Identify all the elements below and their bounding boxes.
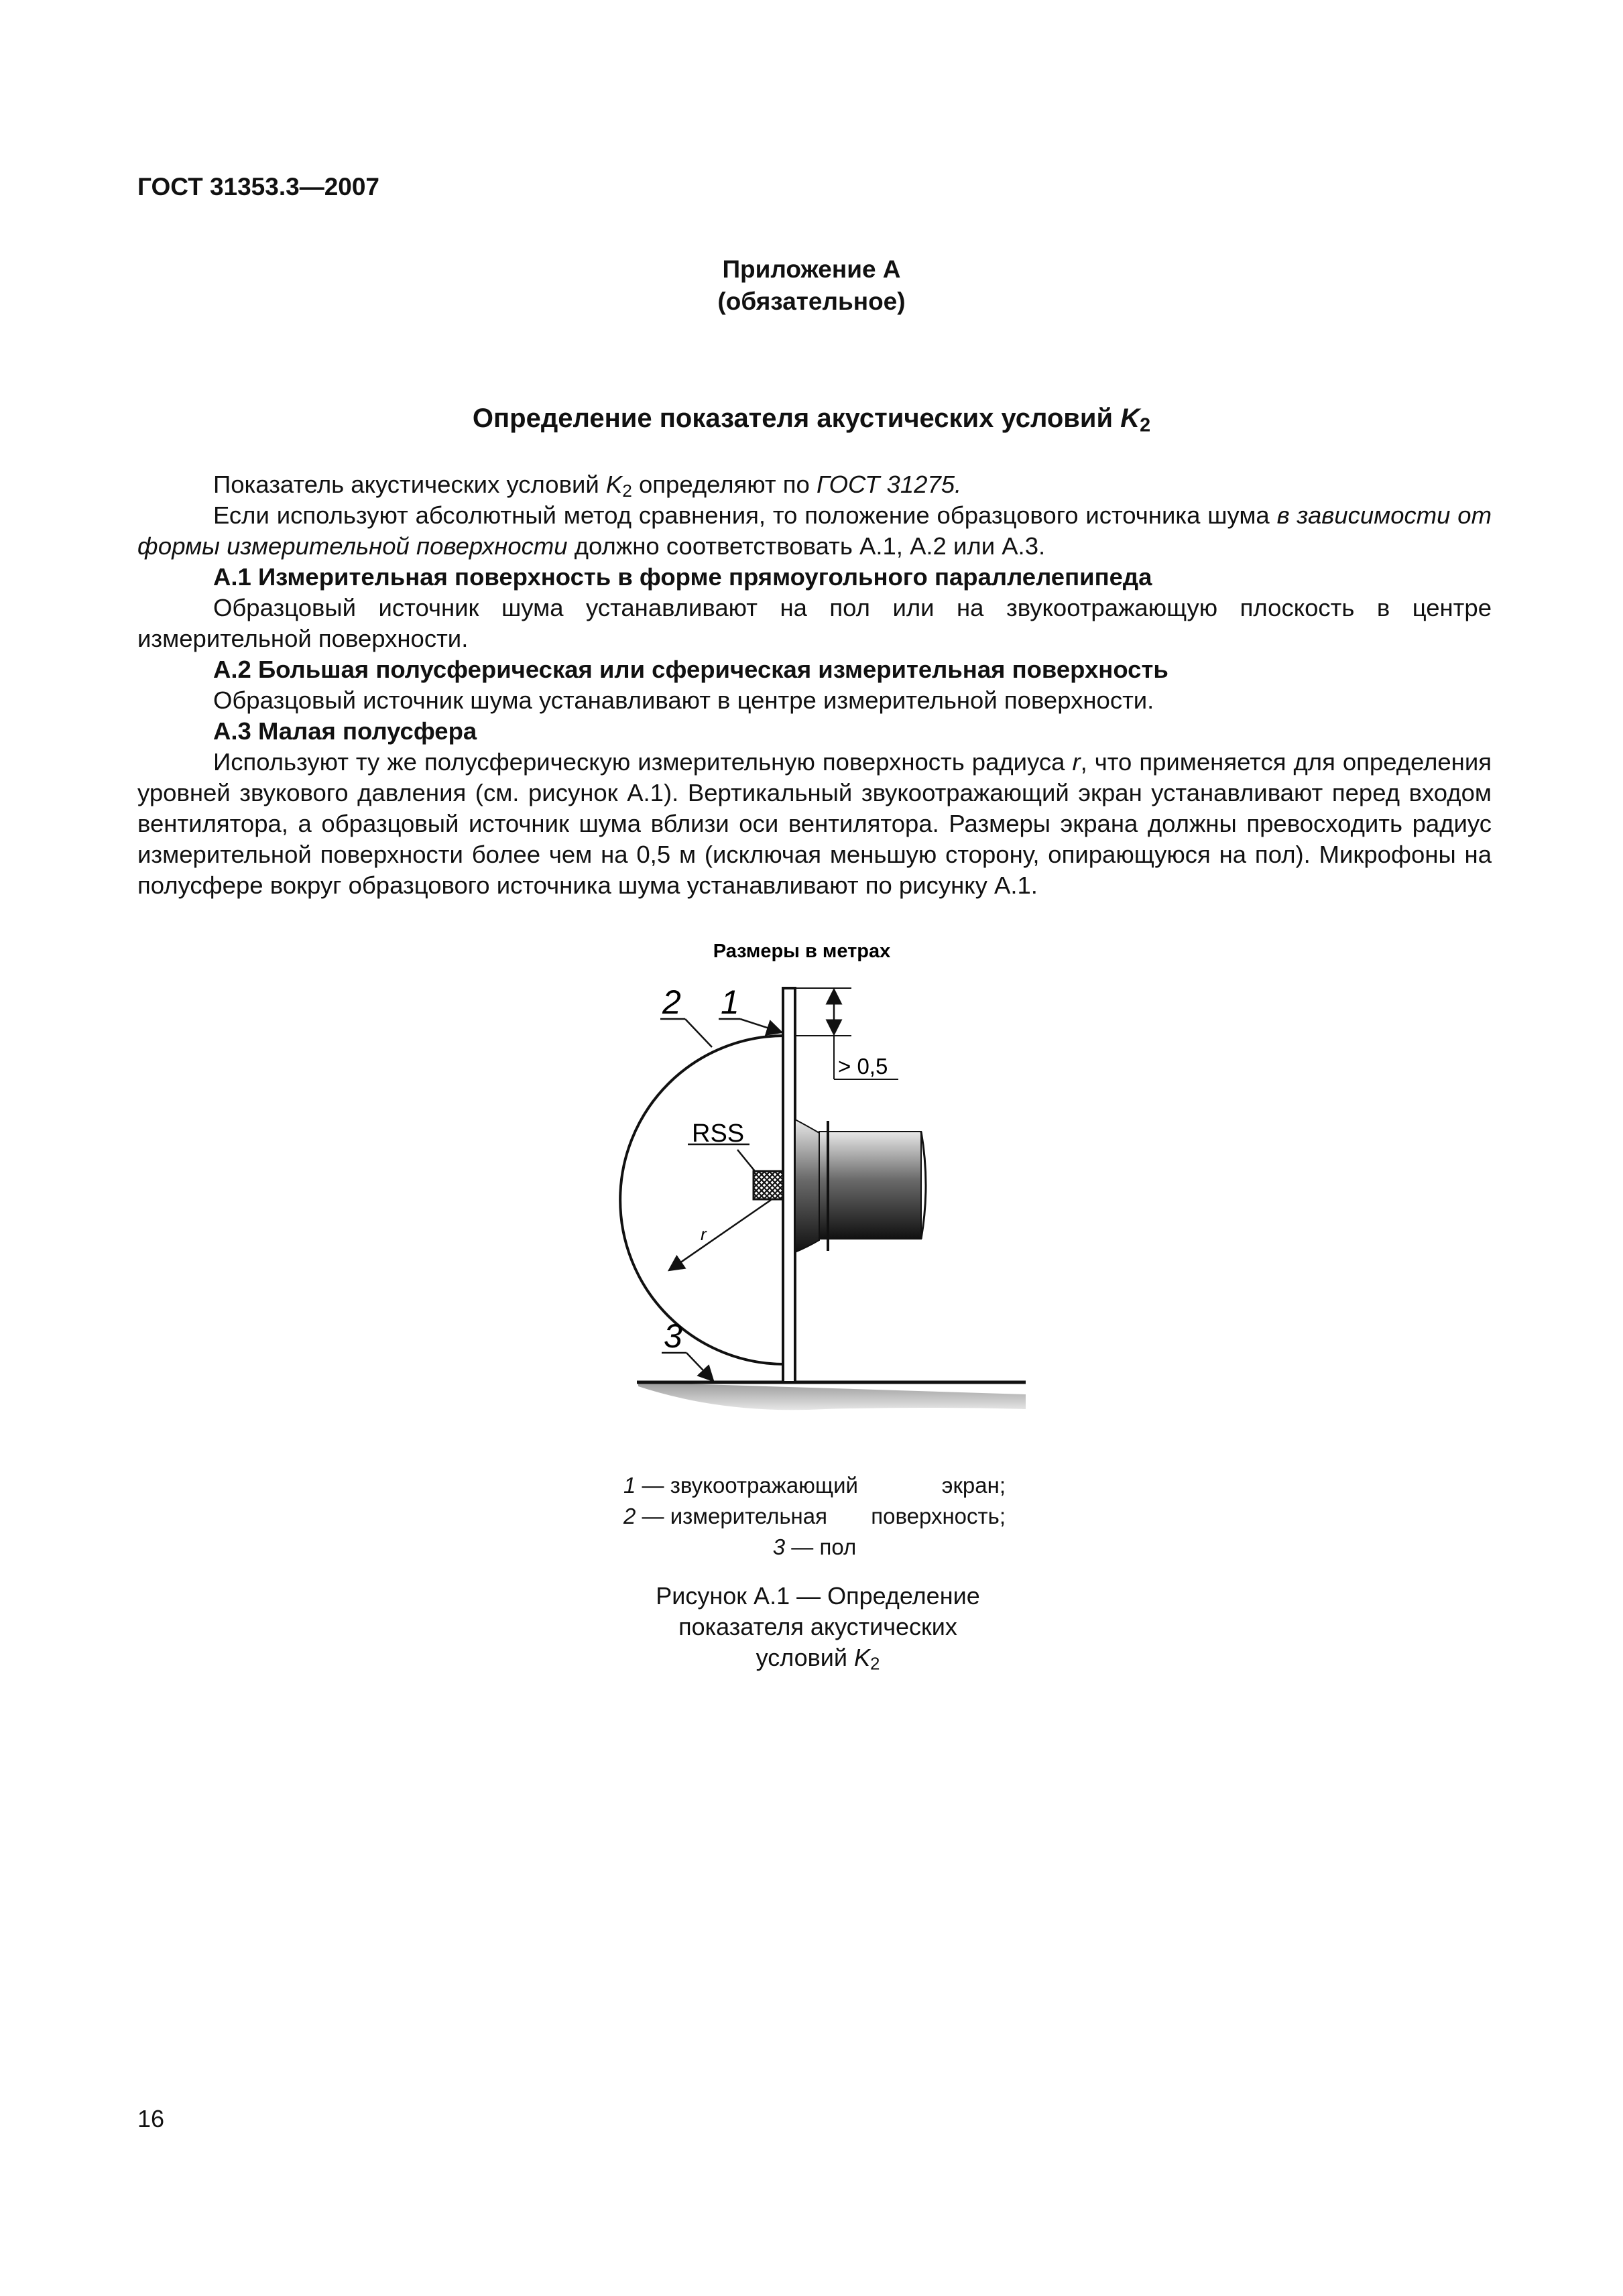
subsection-a2-text: Образцовый источник шума устанавливают в центре измерительной поверхности. (213, 686, 1154, 714)
a3-text: Используют ту же полусферическую измерительную поверхность радиуса (213, 748, 1073, 776)
caption-line-3-text: условий (756, 1644, 854, 1671)
legend-text-3: — пол (785, 1534, 857, 1559)
legend-text-1: — звукоотражающий (636, 1473, 858, 1498)
legend-item-2 (623, 1501, 1006, 1532)
floor-hatch (638, 1382, 1026, 1410)
section-title (0, 404, 1623, 434)
legend-item-2-text (623, 1501, 827, 1532)
figure-legend (623, 1470, 1006, 1563)
subsection-a2-heading: А.2 Большая полусферическая или сферическая измерительная поверхность (213, 656, 1168, 683)
appendix-heading (0, 253, 1623, 318)
legend-text-1b: экран; (941, 1473, 1006, 1498)
legend-item-1 (623, 1470, 1006, 1501)
callout-1-label: 1 (721, 983, 739, 1021)
legend-item-3-text (773, 1532, 856, 1563)
p2-text-b: должно соответствовать А.1, А.2 или А.3. (567, 532, 1046, 560)
legend-item-3 (623, 1532, 1006, 1563)
reflecting-screen (783, 988, 795, 1382)
subsection-a1-text: Образцовый источник шума устанавливают на пол или на звукоотражающую плоскость в центре измерительной поверхности. (137, 594, 1492, 652)
section-k-subscript: 2 (1140, 414, 1151, 436)
legend-text-2: — измерительная (636, 1504, 827, 1528)
reference-sound-source (754, 1171, 783, 1199)
radius-arrow (669, 1200, 771, 1270)
legend-item-1-text (623, 1470, 858, 1501)
callout-2-leader (685, 1019, 712, 1047)
p1-k-symbol: K (605, 471, 623, 498)
paragraph-absolute-method (137, 500, 1492, 562)
p1-text: Показатель акустических условий (213, 471, 606, 498)
radius-label: r (701, 1224, 707, 1244)
fan-inlet-flange (795, 1120, 819, 1252)
fan-duct (819, 1132, 921, 1239)
units-note: Размеры в метрах (713, 941, 891, 962)
appendix-status: (обязательное) (717, 288, 906, 315)
caption-line-2: показателя акустических (678, 1613, 957, 1640)
callout-3-label: 3 (664, 1317, 682, 1355)
figure-a1-diagram (617, 925, 1032, 1435)
caption-k-subscript: 2 (869, 1654, 880, 1674)
callout-3-leader (686, 1353, 713, 1381)
callout-1-leader (740, 1019, 782, 1032)
duct-break (921, 1132, 926, 1239)
paragraph-k2-definition (137, 469, 1492, 500)
subsection-a1-heading: А.1 Измерительная поверхность в форме прямоугольного параллелепипеда (213, 563, 1152, 591)
p1-k-subscript: 2 (622, 480, 632, 501)
document-header: ГОСТ 31353.3—2007 (137, 173, 380, 200)
body-text (137, 469, 1492, 901)
subsection-a3-heading: А.3 Малая полусфера (213, 717, 477, 745)
p1-text-b: определяют по (632, 471, 817, 498)
figure-caption (623, 1581, 1012, 1673)
section-k-symbol: K (1120, 404, 1140, 433)
legend-num-2: 2 (623, 1504, 636, 1528)
p2-text: Если используют абсолютный метод сравнения, то положение образцового источника шума (213, 501, 1277, 529)
gost-reference: ГОСТ 31275. (816, 471, 962, 498)
legend-num-3: 3 (772, 1534, 786, 1559)
legend-text-2b: поверхность; (871, 1504, 1006, 1528)
legend-num-1: 1 (623, 1473, 636, 1498)
caption-k-symbol: K (853, 1644, 870, 1671)
caption-line-1: Рисунок А.1 — Определение (656, 1582, 980, 1610)
rss-leader (737, 1150, 755, 1171)
a3-text-b: , что применяется для определения уровней звукового давления (см. рисунок А.1). Вертикальный звукоотражающий экран устанавливают перед входом вентилятора, а образцовый источник шума вблизи оси вентилятора. Размеры экрана должны превосходить радиус измерительной поверхности более чем на 0,5 м (исключая меньшую сторону, опирающуюся на пол). Микрофоны на полусфере вокруг образцового источника шума устанавливают по рисунку А.1. (137, 748, 1492, 899)
section-title-text: Определение показателя акустических условий (472, 404, 1121, 433)
a3-r-symbol: r (1072, 748, 1081, 776)
dimension-label: > 0,5 (838, 1054, 888, 1079)
appendix-title: Приложение А (722, 255, 901, 283)
callout-2-label: 2 (662, 983, 681, 1021)
page-number: 16 (137, 2105, 165, 2132)
caption-line-3 (623, 1642, 1012, 1673)
p2-italic-text: в зависимости от формы измерительной поверхности (137, 501, 1492, 560)
subsection-a3-text (137, 747, 1492, 901)
rss-label: RSS (692, 1120, 745, 1148)
